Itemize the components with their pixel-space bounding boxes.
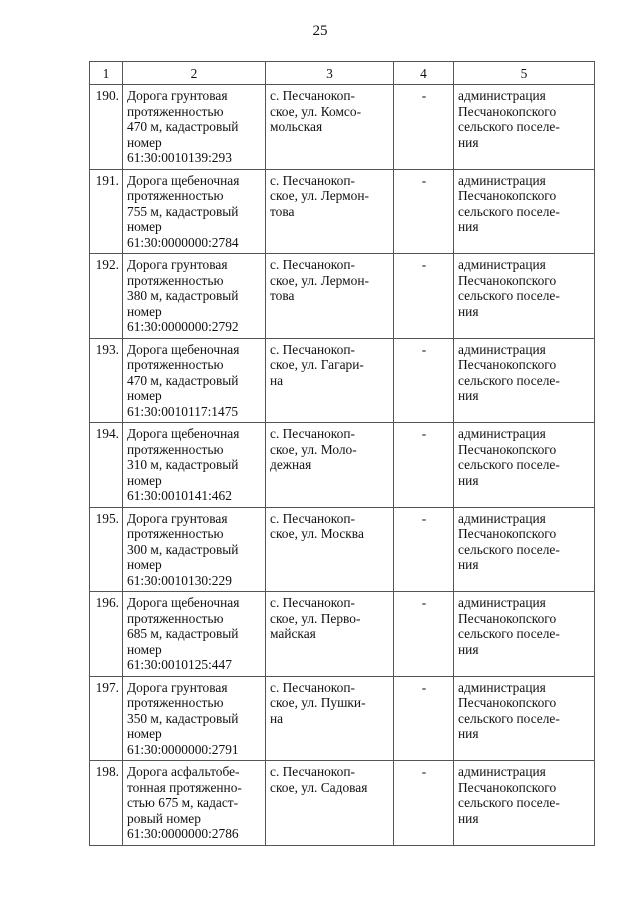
object-name-line: 310 м, кадастровый — [127, 457, 239, 472]
object-name-line: Дорога грунтовая — [127, 679, 228, 695]
row-number: 194. — [90, 423, 123, 508]
holder-name — [454, 423, 595, 508]
holder-name-line: Песчанокопского — [458, 441, 557, 457]
holder-name — [454, 676, 595, 761]
table-row — [90, 338, 595, 423]
object-address — [266, 85, 394, 170]
table-row — [90, 592, 595, 677]
row-number: 190. — [90, 85, 123, 170]
row-number: 191. — [90, 169, 123, 254]
row-number: 195. — [90, 507, 123, 592]
object-name-line: 61:30:0010141:462 — [127, 488, 232, 503]
holder-name-line: ния — [458, 726, 479, 741]
object-address-line: ское, ул. Пушки- — [270, 695, 366, 710]
object-address-line: това — [270, 288, 295, 303]
object-name — [123, 592, 266, 677]
object-name-line: Дорога грунтовая — [127, 88, 228, 103]
object-name-line: протяженностью — [127, 103, 224, 119]
object-name — [123, 507, 266, 592]
holder-name-line: Песчанокопского — [458, 357, 557, 372]
object-address-line: с. Песчанокоп- — [270, 341, 355, 357]
object-address-line: това — [270, 203, 295, 219]
object-name-line: Дорога грунтовая — [127, 257, 228, 272]
row-number: 196. — [90, 592, 123, 677]
object-address-line: с. Песчанокоп- — [270, 426, 355, 441]
header-row — [90, 62, 595, 85]
holder-name-line: ния — [458, 303, 479, 319]
holder-name-line: администрация — [458, 88, 546, 103]
holder-name-line: ния — [458, 134, 479, 150]
col4-value: - — [394, 169, 454, 254]
object-name-line: протяженностью — [127, 441, 224, 457]
object-address-line: с. Песчанокоп- — [270, 595, 355, 610]
object-address — [266, 761, 394, 846]
object-name-line: протяженностью — [127, 272, 224, 288]
holder-name — [454, 507, 595, 592]
col4-value: - — [394, 761, 454, 846]
object-address-line: на — [270, 372, 284, 388]
object-name-line: номер — [127, 219, 162, 234]
table-row — [90, 761, 595, 846]
holder-name-line: сельского поселе- — [458, 541, 560, 557]
object-address-line: с. Песчанокоп- — [270, 679, 355, 695]
object-name-line: номер — [127, 388, 162, 403]
object-name-line: номер — [127, 641, 162, 657]
object-name-line: Дорога щебеночная — [127, 426, 240, 441]
object-name-line: номер — [127, 472, 162, 488]
col4-value: - — [394, 85, 454, 170]
object-name-line: 350 м, кадастровый — [127, 710, 239, 726]
table-header — [90, 62, 595, 85]
object-name — [123, 761, 266, 846]
holder-name-line: сельского поселе- — [458, 372, 560, 388]
table-row — [90, 254, 595, 339]
holder-name-line: Песчанокопского — [458, 610, 557, 626]
col4-value: - — [394, 254, 454, 339]
holder-name-line: Песчанокопского — [458, 188, 557, 203]
object-name-line: 61:30:0010117:1475 — [127, 403, 239, 419]
holder-name-line: администрация — [458, 341, 546, 357]
holder-name-line: администрация — [458, 257, 546, 272]
header-col-5: 5 — [454, 62, 595, 85]
object-address-line: с. Песчанокоп- — [270, 257, 355, 272]
holder-name-line: сельского поселе- — [458, 626, 560, 641]
holder-name-line: ния — [458, 472, 479, 488]
col4-value: - — [394, 338, 454, 423]
holder-name-line: администрация — [458, 510, 546, 526]
object-name-line: тонная протяженно- — [127, 779, 242, 795]
object-name-line: Дорога щебеночная — [127, 172, 240, 188]
object-name-line: 61:30:0010125:447 — [127, 657, 232, 672]
object-name-line: Дорога асфальтобе- — [127, 764, 240, 779]
holder-name-line: администрация — [458, 679, 546, 695]
header-col-3: 3 — [266, 62, 394, 85]
object-name-line: номер — [127, 726, 162, 741]
object-name-line: Дорога грунтовая — [127, 510, 228, 526]
holder-name — [454, 338, 595, 423]
row-number: 197. — [90, 676, 123, 761]
object-name-line: 300 м, кадастровый — [127, 541, 239, 557]
object-address-line: мольская — [270, 119, 323, 134]
object-address — [266, 423, 394, 508]
holder-name-line: ния — [458, 219, 479, 234]
holder-name-line: Песчанокопского — [458, 779, 557, 795]
object-name-line: протяженностью — [127, 357, 224, 372]
header-col-2: 2 — [123, 62, 266, 85]
object-address-line: ское, ул. Моло- — [270, 441, 357, 457]
object-name-line: Дорога щебеночная — [127, 595, 240, 610]
object-name — [123, 338, 266, 423]
object-name-line: номер — [127, 557, 162, 572]
object-name-line: 61:30:0000000:2791 — [127, 741, 239, 757]
table-row — [90, 676, 595, 761]
object-name-line: номер — [127, 134, 162, 150]
col4-value: - — [394, 676, 454, 761]
object-name-line: 755 м, кадастровый — [127, 203, 239, 219]
holder-name-line: сельского поселе- — [458, 457, 560, 472]
holder-name-line: сельского поселе- — [458, 795, 560, 810]
object-address-line: ское, ул. Перво- — [270, 610, 361, 626]
object-address — [266, 254, 394, 339]
page-number: 25 — [312, 23, 328, 39]
object-name-line: протяженностью — [127, 610, 224, 626]
object-address-line: майская — [270, 626, 316, 641]
table-row — [90, 85, 595, 170]
holder-name-line: администрация — [458, 426, 546, 441]
object-name — [123, 676, 266, 761]
object-name — [123, 254, 266, 339]
header-col-4: 4 — [394, 62, 454, 85]
row-number: 193. — [90, 338, 123, 423]
header-col-1: 1 — [90, 62, 123, 85]
object-address-line: дежная — [270, 457, 312, 472]
object-name-line: 470 м, кадастровый — [127, 372, 239, 388]
object-name — [123, 423, 266, 508]
object-name-line: 61:30:0010130:229 — [127, 572, 232, 588]
object-name — [123, 169, 266, 254]
object-address — [266, 592, 394, 677]
holder-name — [454, 169, 595, 254]
object-name-line: 380 м, кадастровый — [127, 288, 239, 303]
col4-value: - — [394, 507, 454, 592]
holder-name-line: администрация — [458, 764, 546, 779]
object-address-line: с. Песчанокоп- — [270, 764, 355, 779]
object-address-line: с. Песчанокоп- — [270, 510, 355, 526]
holder-name-line: администрация — [458, 172, 546, 188]
holder-name — [454, 254, 595, 339]
object-address-line: ское, ул. Комсо- — [270, 103, 362, 119]
object-address-line: на — [270, 710, 284, 726]
object-name — [123, 85, 266, 170]
object-address-line: ское, ул. Садовая — [270, 779, 368, 795]
holder-name-line: сельского поселе- — [458, 710, 560, 726]
row-number: 198. — [90, 761, 123, 846]
object-address-line: с. Песчанокоп- — [270, 88, 355, 103]
object-address-line: ское, ул. Гагари- — [270, 357, 364, 372]
holder-name-line: Песчанокопского — [458, 695, 557, 710]
table-row — [90, 507, 595, 592]
object-address — [266, 169, 394, 254]
holder-name — [454, 761, 595, 846]
col4-value: - — [394, 592, 454, 677]
object-name-line: 61:30:0000000:2792 — [127, 319, 239, 334]
holder-name-line: Песчанокопского — [458, 526, 557, 541]
holder-name-line: администрация — [458, 595, 546, 610]
holder-name-line: сельского поселе- — [458, 119, 560, 134]
holder-name-line: сельского поселе- — [458, 288, 560, 303]
table-row — [90, 423, 595, 508]
holder-name-line: Песчанокопского — [458, 272, 557, 288]
object-name-line: 61:30:0010139:293 — [127, 150, 232, 165]
object-name-line: 685 м, кадастровый — [127, 626, 239, 641]
object-address — [266, 338, 394, 423]
table-body — [90, 85, 595, 846]
holder-name-line: ния — [458, 388, 479, 403]
object-name-line: Дорога щебеночная — [127, 341, 240, 357]
object-name-line: ровый номер — [127, 810, 201, 826]
holder-name — [454, 85, 595, 170]
row-number: 192. — [90, 254, 123, 339]
holder-name-line: ния — [458, 557, 479, 572]
object-address — [266, 676, 394, 761]
object-name-line: 470 м, кадастровый — [127, 119, 239, 134]
object-name-line: протяженностью — [127, 695, 224, 710]
holder-name — [454, 592, 595, 677]
object-address-line: с. Песчанокоп- — [270, 172, 355, 188]
col4-value: - — [394, 423, 454, 508]
object-name-line: 61:30:0000000:2786 — [127, 826, 239, 841]
holder-name-line: сельского поселе- — [458, 203, 560, 219]
object-address-line: ское, ул. Москва — [270, 526, 364, 541]
road-registry-table — [89, 61, 595, 846]
object-name-line: 61:30:0000000:2784 — [127, 234, 239, 250]
object-name-line: протяженностью — [127, 188, 224, 203]
holder-name-line: Песчанокопского — [458, 103, 557, 119]
object-address-line: ское, ул. Лермон- — [270, 272, 369, 288]
table-row — [90, 169, 595, 254]
object-name-line: номер — [127, 303, 162, 319]
holder-name-line: ния — [458, 810, 479, 826]
object-name-line: протяженностью — [127, 526, 224, 541]
object-address-line: ское, ул. Лермон- — [270, 188, 369, 203]
object-address — [266, 507, 394, 592]
holder-name-line: ния — [458, 641, 479, 657]
object-name-line: стью 675 м, кадаст- — [127, 795, 239, 810]
